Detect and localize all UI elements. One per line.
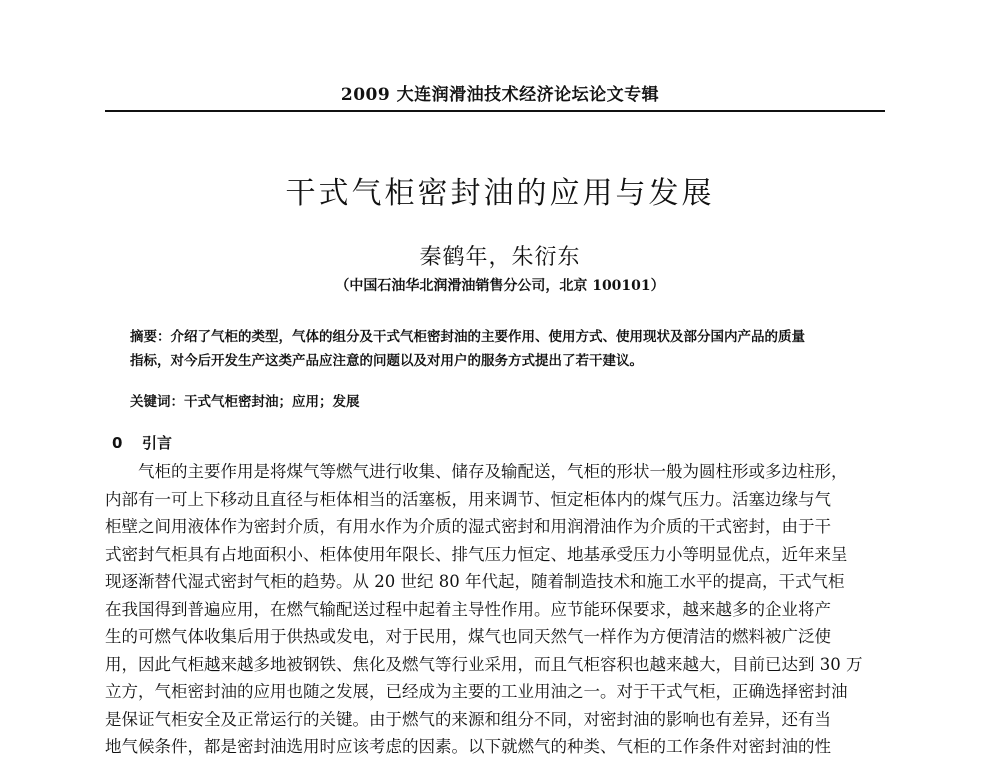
body-line: 立方，气柜密封油的应用也随之发展，已经成为主要的工业用油之一。对于干式气柜，正确选择密封油	[105, 682, 848, 701]
body-line: 用，因此气柜越来越多地被钢铁、焦化及燃气等行业采用，而且气柜容积也越来越大，目前已达到 30 万	[105, 654, 863, 674]
section-title: 引言	[142, 434, 173, 452]
body-line: 是保证气柜安全及正常运行的关键。由于燃气的来源和组分不同，对密封油的影响也有差异，还有当	[105, 709, 831, 729]
section-heading	[112, 432, 172, 453]
authors: 秦鹤年，朱衍东	[419, 245, 581, 270]
running-header: 2009 大连润滑油技术经济论坛论文专辑	[340, 85, 660, 105]
body-line: 生的可燃气体收集后用于供热或发电，对于民用，煤气也同天然气一样作为方便清洁的燃料被广泛使	[105, 627, 831, 646]
body-line: 式密封气柜具有占地面积小、柜体使用年限长、排气压力恒定、地基承受压力小等明显优点，近年来呈	[105, 544, 848, 564]
affiliation: （中国石油华北润滑油销售分公司，北京 100101）	[335, 278, 665, 294]
body-line: 在我国得到普遍应用，在燃气输配送过程中起着主导性作用。应节能环保要求，越来越多的企业将产	[105, 599, 831, 619]
abstract-line-2: 指标，对今后开发生产这类产品应注意的问题以及对用户的服务方式提出了若干建议。	[130, 353, 643, 369]
keywords: 关键词：干式气柜密封油；应用；发展	[130, 394, 360, 410]
section-number: 0	[112, 434, 123, 452]
body-paragraph	[105, 458, 885, 761]
header-rule	[105, 110, 885, 112]
paper-title: 干式气柜密封油的应用与发展	[285, 176, 715, 211]
body-line: 内部有一可上下移动且直径与柜体相当的活塞板，用来调节、恒定柜体内的煤气压力。活塞边缘与气	[105, 489, 831, 509]
body-line: 气柜的主要作用是将煤气等燃气进行收集、储存及输配送，气柜的形状一般为圆柱形或多边柱形，	[138, 462, 848, 481]
abstract-line-1: 摘要：介绍了气柜的类型，气体的组分及干式气柜密封油的主要作用、使用方式、使用现状及部分国内产品的质量	[130, 329, 805, 345]
body-line: 地气候条件，都是密封油选用时应该考虑的因素。以下就燃气的种类、气柜的工作条件对密封油的性	[105, 737, 831, 756]
abstract	[130, 325, 870, 373]
body-line: 柜壁之间用液体作为密封介质，有用水作为介质的湿式密封和用润滑油作为介质的干式密封，由于干	[105, 517, 831, 536]
body-line: 现逐渐替代湿式密封气柜的趋势。从 20 世纪 80 年代起，随着制造技术和施工水平的提高，干式气柜	[105, 572, 845, 591]
